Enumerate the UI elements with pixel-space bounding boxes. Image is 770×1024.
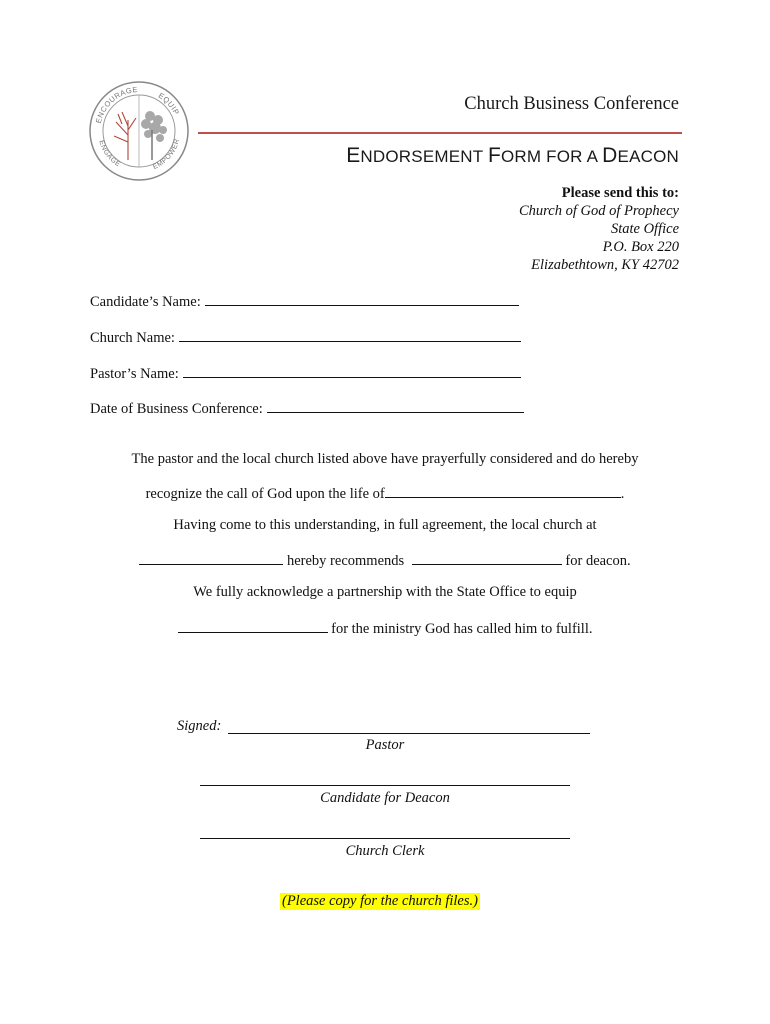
church-blank[interactable] — [139, 551, 283, 565]
svg-text:EMPOWER — [152, 138, 181, 171]
address-line: Church of God of Prophecy — [518, 203, 679, 219]
statement-line-4 — [0, 551, 770, 570]
mailing-address — [519, 184, 679, 274]
title-divider — [198, 132, 682, 134]
address-line: State Office — [610, 221, 679, 237]
signed-label: Signed: — [177, 718, 222, 734]
statement-line-2-text: recognize the call of God upon the life of — [145, 486, 385, 502]
statement-line-3: Having come to this understanding, in full agreement, the local church at — [173, 517, 597, 533]
church-seal-logo — [88, 80, 190, 182]
church-name-field — [90, 328, 521, 347]
church-name-blank[interactable] — [179, 328, 521, 342]
address-line: P.O. Box 220 — [602, 239, 679, 255]
church-name-label: Church Name: — [90, 330, 175, 346]
form-title-part: E — [346, 144, 361, 167]
pastor-name-label: Pastor’s Name: — [90, 366, 179, 382]
statement-line-2-end: . — [620, 486, 625, 502]
form-title-part: EACON — [617, 147, 679, 166]
form-title — [346, 144, 679, 168]
logo-word-3: ENGAGE — [97, 139, 122, 169]
address-heading: Please send this to: — [561, 185, 679, 201]
pastor-name-field — [90, 364, 521, 383]
form-title-part: F — [487, 144, 501, 167]
recommended-candidate-blank[interactable] — [412, 551, 562, 565]
candidate-caption: Candidate for Deacon — [320, 790, 450, 806]
copy-note: (Please copy for the church files.) — [282, 893, 478, 909]
form-title-part: ORM FOR A — [500, 147, 603, 166]
logo-word-2: EQUIP — [156, 90, 182, 117]
equip-candidate-blank[interactable] — [178, 619, 328, 633]
pastor-name-blank[interactable] — [183, 364, 521, 378]
clerk-caption: Church Clerk — [345, 843, 425, 859]
statement-line-2 — [0, 484, 770, 503]
svg-text:ENCOURAGE — [94, 85, 139, 124]
candidate-name-blank[interactable] — [205, 292, 519, 306]
statement-line-4-mid: hereby recommends — [286, 553, 405, 569]
candidate-name-field — [90, 292, 519, 311]
statement-line-1: The pastor and the local church listed above have prayerfully considered and do hereby — [131, 451, 639, 467]
logo-word-4: EMPOWER — [151, 137, 182, 172]
svg-text:EQUIP — [157, 91, 181, 117]
form-title-part: NDORSEMENT — [360, 147, 488, 166]
pastor-caption: Pastor — [365, 737, 405, 753]
conference-title: Church Business Conference — [464, 94, 679, 114]
statement-line-6-end: for the ministry God has called him to fulfill. — [331, 621, 593, 637]
candidate-signature-line[interactable] — [200, 785, 570, 786]
conference-date-blank[interactable] — [267, 399, 524, 413]
clerk-signature-line[interactable] — [200, 838, 570, 839]
form-title-part: D — [602, 144, 618, 167]
candidate-life-blank[interactable] — [385, 484, 621, 498]
address-line: Elizabethtown, KY 42702 — [531, 257, 679, 273]
logo-word-1: ENCOURAGE — [93, 84, 139, 125]
conference-date-field — [90, 399, 524, 418]
svg-text:ENGAGE — [97, 140, 121, 169]
statement-line-6 — [0, 619, 770, 638]
statement-line-4-end: for deacon. — [565, 553, 631, 569]
pastor-signature-line[interactable] — [228, 733, 590, 734]
candidate-name-label: Candidate’s Name: — [90, 294, 201, 310]
conference-date-label: Date of Business Conference: — [90, 401, 263, 417]
statement-line-5: We fully acknowledge a partnership with the State Office to equip — [193, 584, 577, 600]
